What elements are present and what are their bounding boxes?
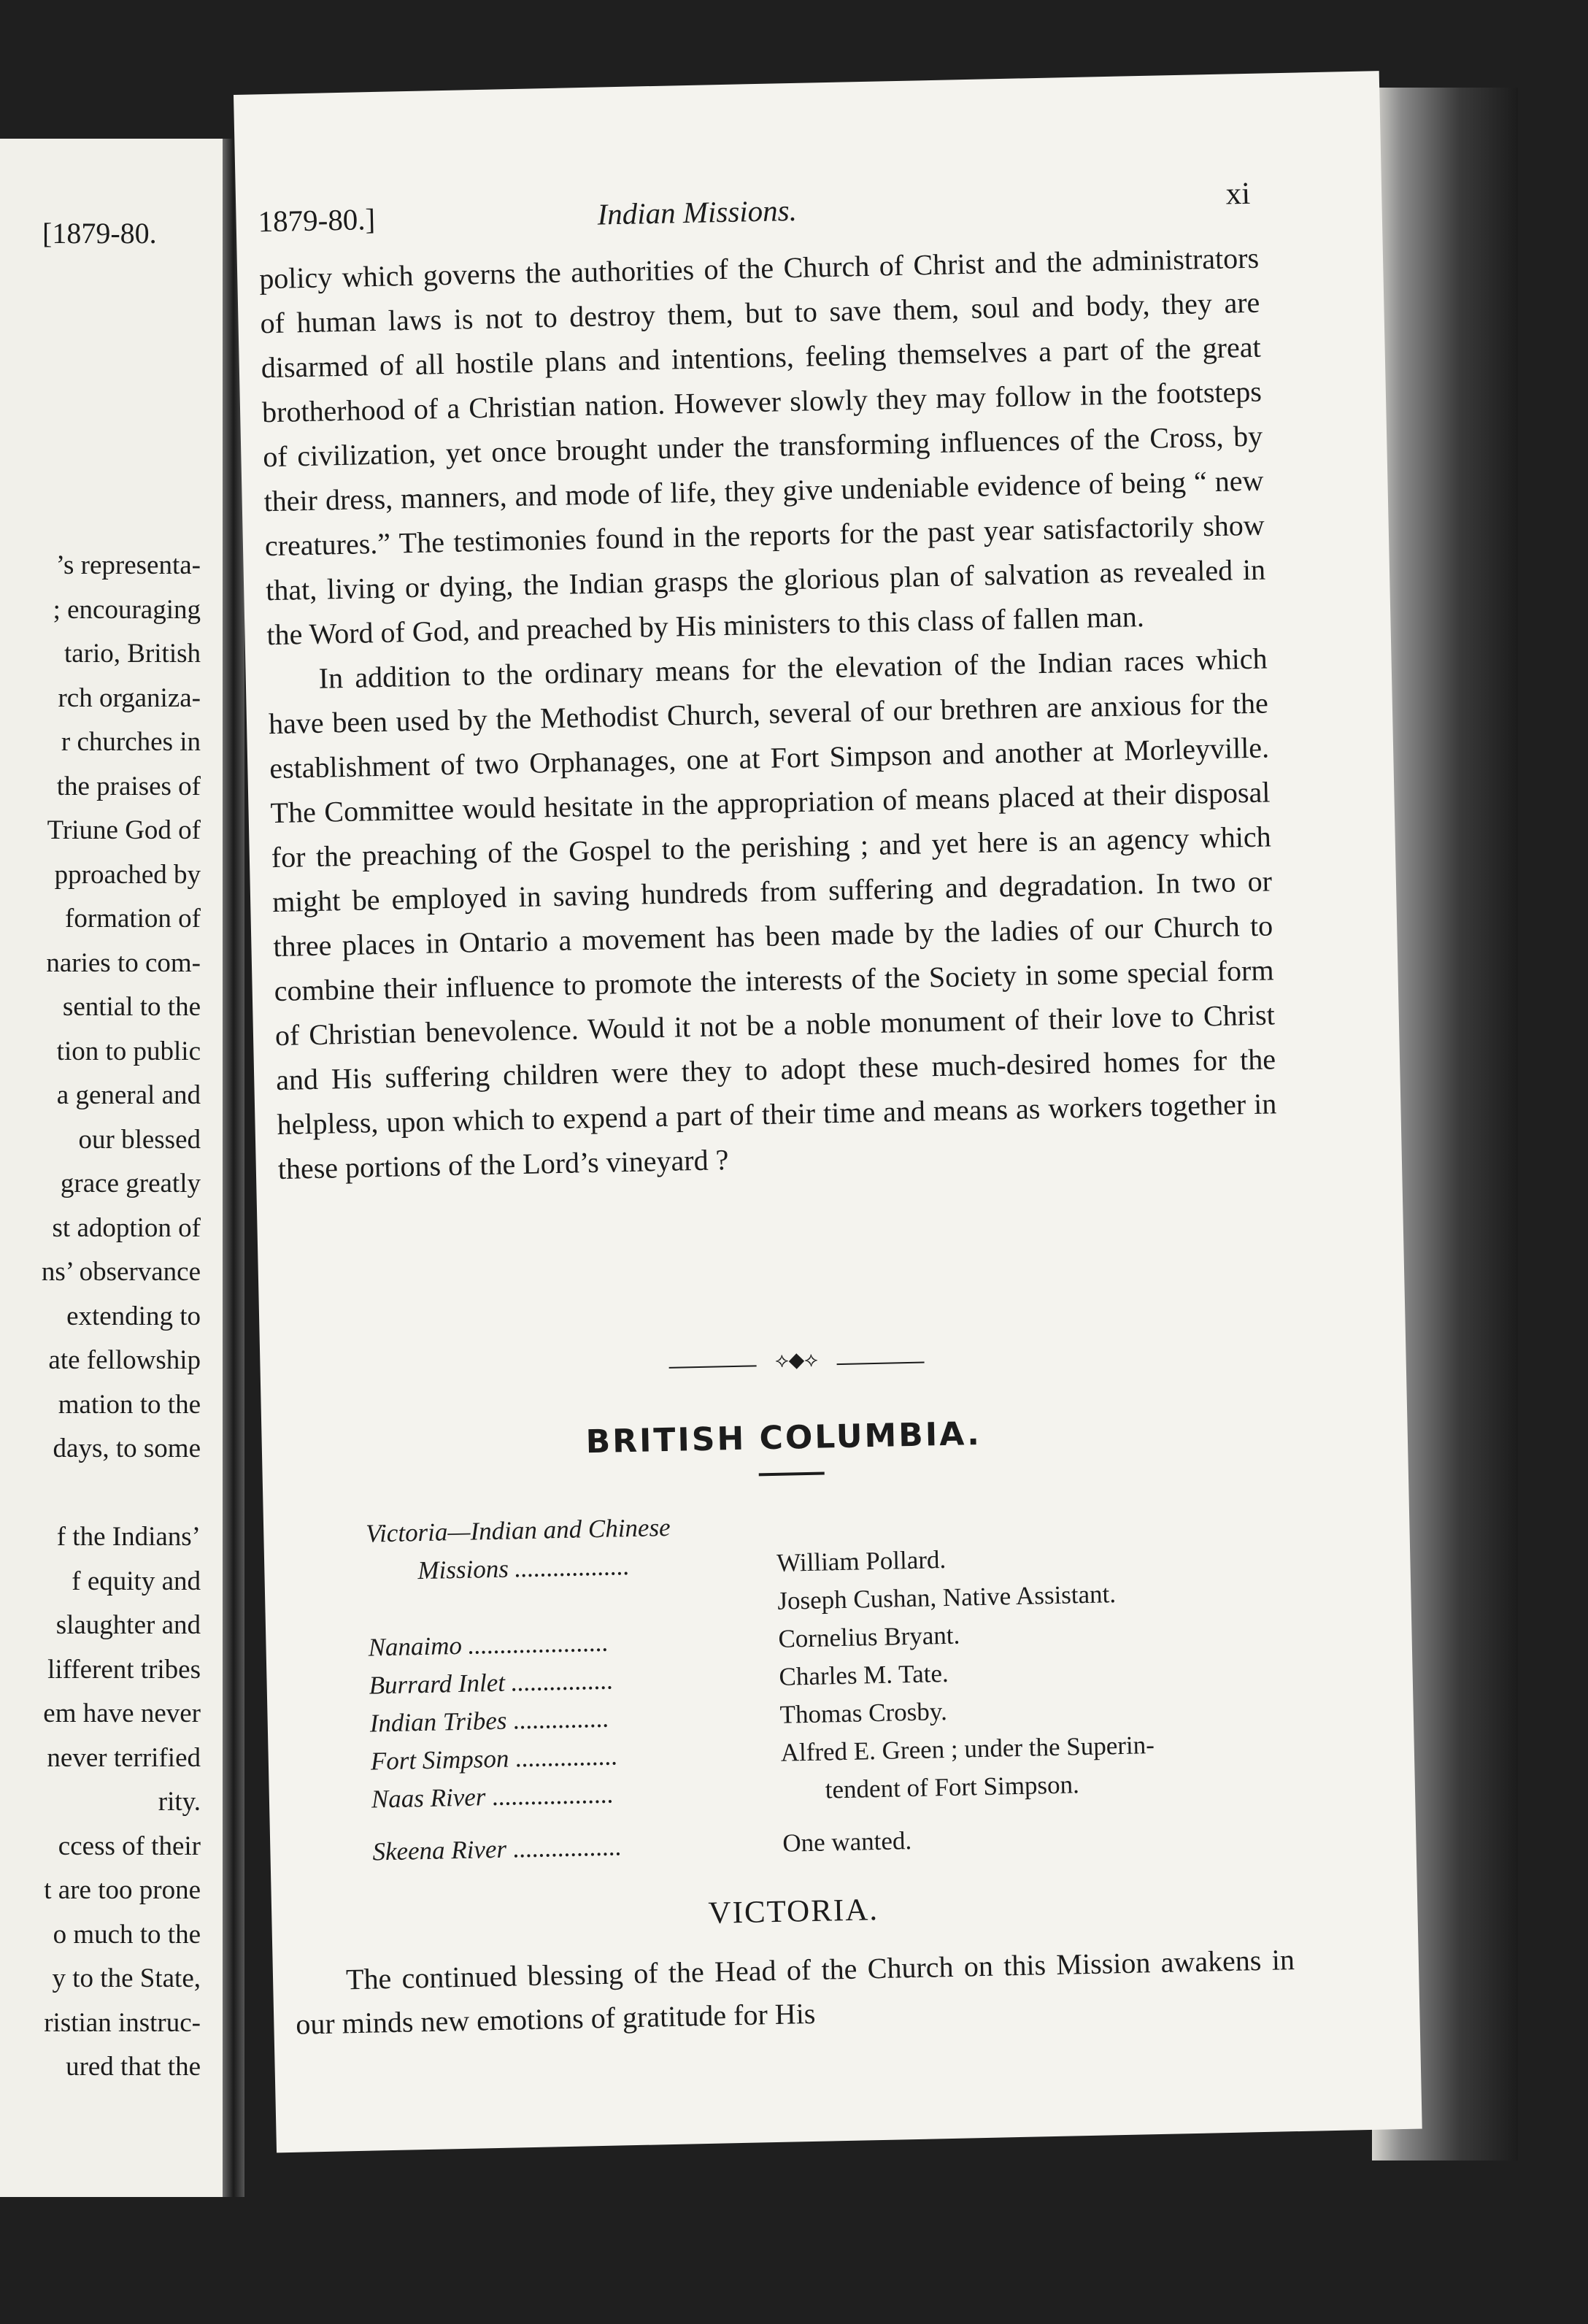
subsection-text (295, 1938, 1296, 2047)
station-missionary: Charles M. Tate. (779, 1658, 949, 1691)
facing-page-line: ured that the (66, 2052, 201, 2082)
station-name: Indian Tribes (369, 1706, 507, 1738)
facing-page-line: a general and (56, 1080, 201, 1110)
station-name: Skeena River (372, 1834, 507, 1866)
facing-page-line: the praises of (56, 771, 201, 801)
facing-page-line: y to the State, (52, 1963, 201, 1993)
facing-page-line: f the Indians’ (56, 1522, 201, 1552)
facing-page-line: sential to the (62, 992, 201, 1022)
running-head-title: Indian Missions. (597, 193, 798, 231)
facing-page-line: rity. (158, 1787, 201, 1817)
paragraph: The continued blessing of the Head of the Church on this Mission awakens in our minds new emotions of gratitude for His (295, 1943, 1295, 2041)
leader-dots: ................... (491, 1779, 614, 1812)
station-name: Fort Simpson (370, 1744, 509, 1776)
facing-page-line: lifferent tribes (47, 1654, 201, 1685)
facing-page-line: ate fellowship (48, 1345, 201, 1375)
facing-page-line: Triune God of (47, 815, 201, 845)
body-text (259, 236, 1279, 1191)
running-head-year: 1879-80.] (258, 201, 376, 239)
facing-page-text (0, 544, 201, 2090)
facing-page-line: f equity and (72, 1566, 201, 1596)
facing-page-line: slaughter and (55, 1610, 201, 1640)
leader-dots: ...................... (467, 1628, 609, 1660)
facing-page-line: our blessed (78, 1124, 201, 1155)
station-name: Victoria—Indian and Chinese (365, 1512, 671, 1548)
station-row (372, 1818, 1314, 1876)
leader-dots (676, 1511, 760, 1512)
paragraph-continued: policy which governs the authorities of the Church of Christ and the administrators of human laws is not to destroy them, but to save them, soul and body, they are disarmed of all hostile plans and intentions, feeling themselves a part of the great brotherhood of a Christian nation. However slowly they may follow in the footsteps of civilization, yet once brought under the transforming influences of the Cross, by their dress, manners, and mode of life, they give undeniable evidence of being “ new creatures.” The testimonies found in the reports for the past year satisfactorily show that, living or dying, the Indian grasps the glorious plan of salvation as revealed in the Word of God, and preached by His ministers to this class of fallen man. (258, 241, 1266, 652)
title-rule (759, 1471, 825, 1476)
station-list (366, 1500, 1314, 1876)
facing-page-line: extending to (66, 1301, 201, 1331)
station-name: Burrard Inlet (369, 1668, 506, 1700)
main-page (234, 71, 1422, 2152)
section-title: BRITISH COLUMBIA. (585, 1415, 982, 1461)
station-missionary: Alfred E. Green ; under the Superin- (780, 1731, 1155, 1767)
station-name: Missions (417, 1554, 509, 1585)
facing-page-line: rch organiza- (58, 682, 201, 713)
station-missionary: William Pollard. (776, 1545, 947, 1577)
facing-page-line: r churches in (61, 727, 201, 757)
leader-dots: .................. (513, 1552, 630, 1583)
station-missionary: One wanted. (782, 1826, 912, 1858)
leader-dots: ............... (512, 1704, 609, 1735)
station-missionary: Cornelius Bryant. (778, 1620, 960, 1653)
leader-dots: ................ (510, 1666, 614, 1697)
facing-page-line (0, 1471, 201, 1516)
station-name: Nanaimo (368, 1631, 463, 1662)
station-missionary: Joseph Cushan, Native Assistant. (776, 1580, 1117, 1615)
facing-page-running-head: [1879-80. (42, 217, 157, 250)
facing-page-line: days, to some (53, 1434, 201, 1463)
facing-page-line: tion to public (56, 1036, 201, 1066)
facing-page-line: ’s representa- (55, 550, 201, 580)
leader-dots: ................ (514, 1742, 618, 1773)
facing-page-line: ns’ observance (41, 1257, 201, 1287)
leader-dots: ................. (512, 1832, 622, 1863)
facing-page-line: naries to com- (46, 947, 201, 978)
facing-page-line: o much to the (53, 1919, 201, 1950)
station-missionary: tendent of Fort Simpson. (825, 1770, 1080, 1804)
station-name: Naas River (371, 1782, 486, 1814)
facing-page-line: mation to the (58, 1389, 201, 1420)
facing-page-line: never terrified (47, 1742, 201, 1773)
station-missionary: Thomas Crosby. (779, 1697, 948, 1729)
running-head (258, 176, 1251, 247)
ornament-divider (668, 1348, 924, 1375)
ornament-icon: ⟡◆⟡ (774, 1348, 819, 1372)
facing-page-line: formation of (65, 904, 201, 934)
subsection-title: VICTORIA. (708, 1893, 879, 1931)
facing-page-line: ccess of their (58, 1831, 201, 1861)
facing-page-line: t are too prone (44, 1875, 201, 1905)
facing-page-line: tario, British (63, 639, 201, 669)
facing-page-line: ; encouraging (53, 594, 201, 625)
facing-page-line: ristian instruc- (44, 2007, 201, 2038)
facing-page-line: em have never (43, 1698, 201, 1728)
facing-page-line: pproached by (54, 859, 201, 890)
facing-page-left (0, 139, 223, 2197)
paragraph: In addition to the ordinary means for the elevation of the Indian races which have been used by the Methodist Church, several of our brethren are anxious for the establishment of two Orphanages, one at Fort Simpson and another at Morleyville. The Committee would hesitate in the appropriation of means placed at their disposal for the preaching of the Gospel to the perishing ; and yet here is an agency which might be employed in saving hundreds from suffering and degradation. In two or three places in Ontario a movement has been made by the ladies of our Church to combine their influence to promote the interests of the Society in some special form of Christian benevolence. Would it not be a noble monument of their love to Christ and His suffering children were they to adopt these much-desired homes for the helpless, upon which to expend a part of their time and means as workers together in these portions of the Lord’s vineyard ? (268, 642, 1277, 1186)
facing-page-line: grace greatly (60, 1169, 201, 1198)
page-number: xi (1225, 176, 1251, 212)
facing-page-line: st adoption of (52, 1212, 201, 1243)
